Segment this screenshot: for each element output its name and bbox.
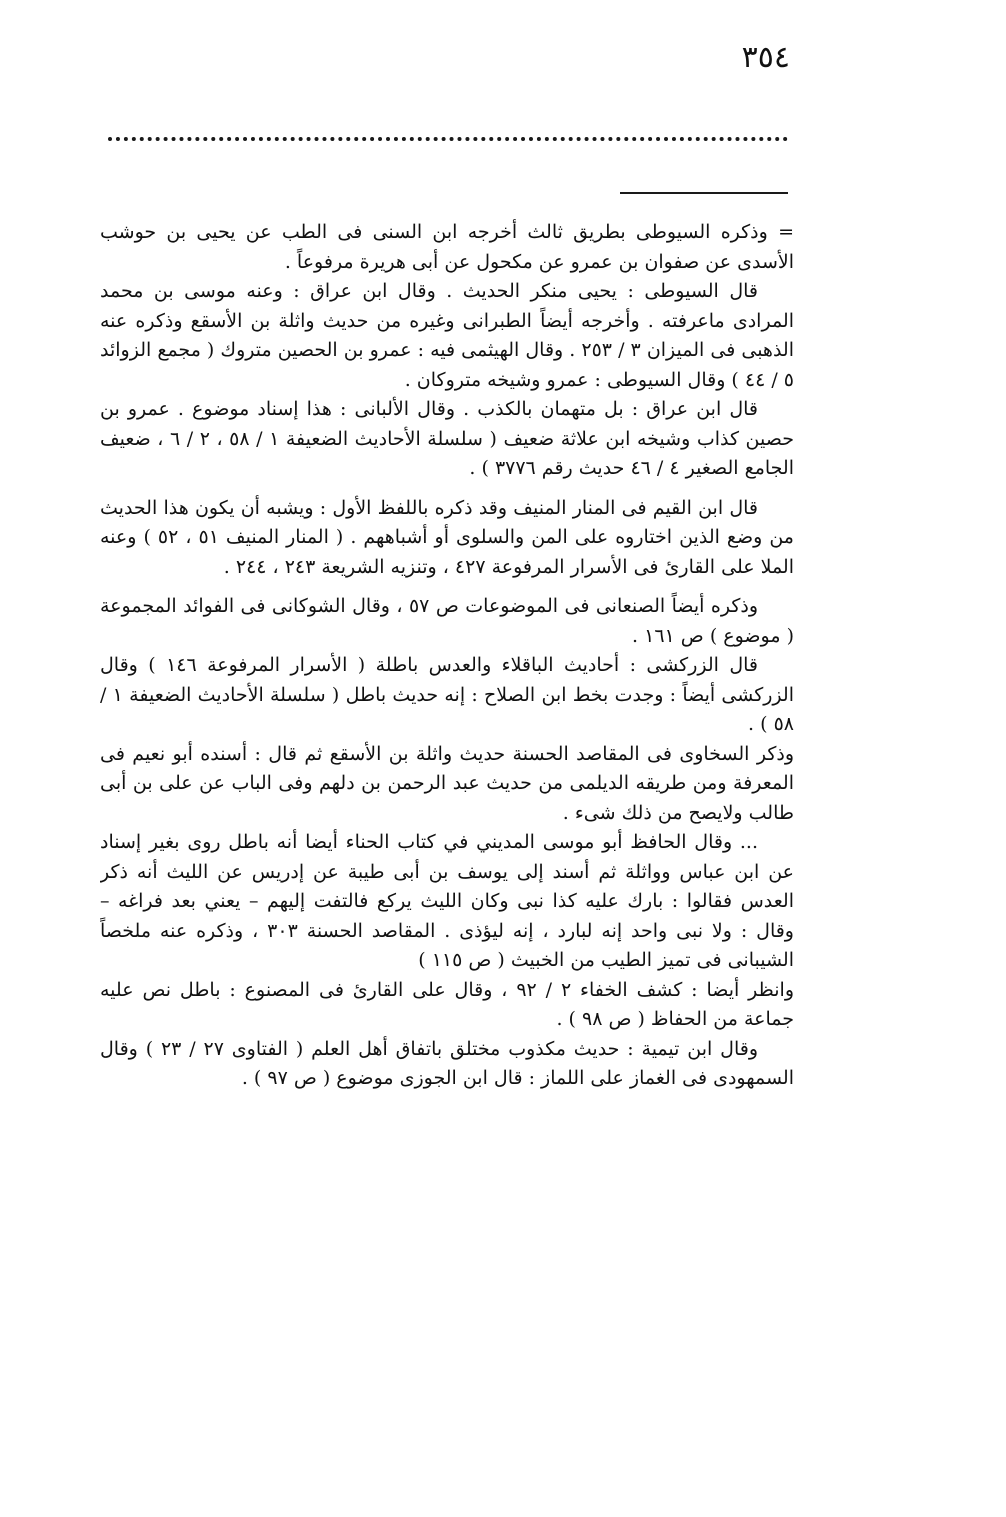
footnote-paragraph-5: وذكره أيضاً الصنعانى فى الموضوعات ص ٥٧ ، وقال الشوكانى فى الفوائد المجموعة ( موضوع ) ص ١٦١ .	[100, 595, 794, 647]
footnote-paragraph-7: وذكر السخاوى فى المقاصد الحسنة حديث واثلة بن الأسقع ثم قال : أسنده أبو نعيم فى المعرفة ومن طريقه الديلمى من حديث عبد الرحمن بن دلهم وفى الباب عن على بن أبى طالب ولايصح من ذلك شىء .	[100, 742, 794, 824]
footnote-separator-line	[620, 192, 788, 194]
footnote-paragraph-9: وانظر أيضا : كشف الخفاء ٢ / ٩٢ ، وقال على القارئ فى المصنوع : باطل نص عليه جماعة من الحفاظ ( ص ٩٨ ) .	[100, 978, 794, 1030]
footnote-paragraph-2: قال السيوطى : يحيى منكر الحديث . وقال ابن عراق : وعنه موسى بن محمد المرادى ماعرفته . وأخرجه أيضاً الطبرانى وغيره من حديث واثلة بن الأسقع وذكره عنه الذهبى فى الميزان ٣ / ٢٥٣ . وقال الهيثمى فيه : عمرو بن الحصين متروك ( مجمع الزوائد ٥ / ٤٤ ) وقال السيوطى : عمرو وشيخه متروكان .	[100, 280, 794, 391]
footnote-paragraph-1: = وذكره السيوطى بطريق ثالث أخرجه ابن السنى فى الطب عن يحيى بن حوشب الأسدى عن صفوان بن عمرو عن مكحول عن أبى هريرة مرفوعاً .	[100, 221, 794, 273]
page-number: ٣٥٤	[741, 40, 790, 75]
footnote-paragraph-4: قال ابن القيم فى المنار المنيف وقد ذكره باللفظ الأول : ويشبه أن يكون هذا الحديث من وضع الذين اختاروه على المن والسلوى أو أشباههم . ( المنار المنيف ٥١ ، ٥٢ ) وعنه الملا على القارئ فى الأسرار المرفوعة ٤٢٧ ، وتنزيه الشريعة ٢٤٣ ، ٢٤٤ .	[100, 496, 794, 578]
dotted-separator	[108, 137, 788, 141]
footnote-paragraph-8: ... وقال الحافظ أبو موسى المديني في كتاب الحناء أيضا أنه باطل روى بغير إسناد عن ابن عباس وواثلة ثم أسند إلى يوسف بن أبى طيبة عن إدريس عن الليث أنه ذكر العدس فقالوا : بارك عليه كذا نبى وكان الليث يركع فالتفت إليهم – يعني بعد فراغه – وقال : ولا نبى واحد إنه لبارد ، إنه ليؤذى . المقاصد الحسنة ٣٠٣ ، وذكره عنه ملخصاً الشيبانى فى تميز الطيب من الخبيث ( ص ١١٥ )	[100, 831, 794, 971]
footnote-paragraph-10: وقال ابن تيمية : حديث مكذوب مختلق باتفاق أهل العلم ( الفتاوى ٢٧ / ٢٣ ) وقال السمهودى فى الغماز على اللماز : قال ابن الجوزى موضوع ( ص ٩٧ ) .	[100, 1037, 794, 1089]
footnote-paragraph-6: قال الزركشى : أحاديث الباقلاء والعدس باطلة ( الأسرار المرفوعة ١٤٦ ) وقال الزركشى أيضاً : وجدت بخط ابن الصلاح : إنه حديث باطل ( سلسلة الأحاديث الضعيفة ١ / ٥٨ ) .	[100, 654, 794, 735]
footnote-paragraph-3: قال ابن عراق : بل متهمان بالكذب . وقال الألبانى : هذا إسناد موضوع . عمرو بن حصين كذاب وشيخه ابن علاثة ضعيف ( سلسلة الأحاديث الضعيفة ١ / ٥٨ ، ٢ / ٦ ، ضعيف الجامع الصغير ٤ / ٤٦ حديث رقم ٣٧٧٦ ) .	[100, 398, 794, 479]
footnote-text-block	[100, 218, 794, 1298]
